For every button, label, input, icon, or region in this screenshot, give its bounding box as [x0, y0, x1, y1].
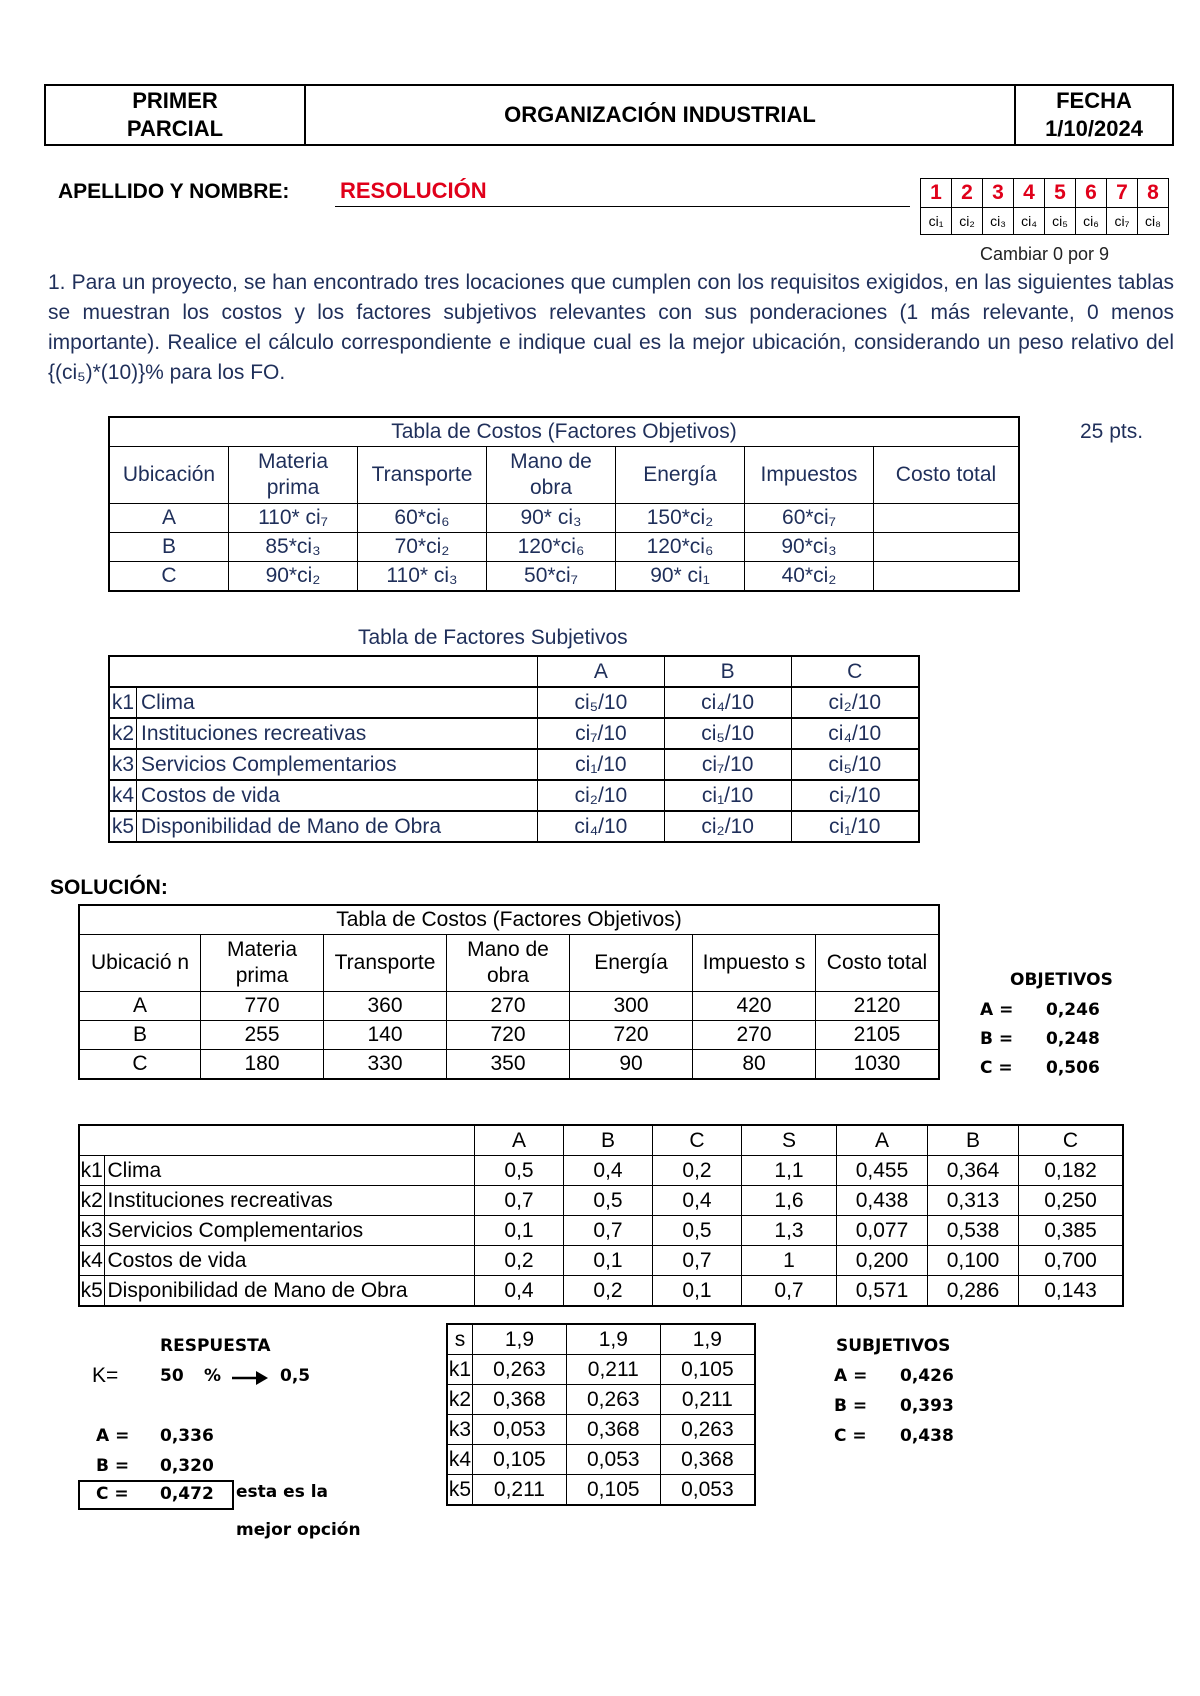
table-row: k5 0,211 0,105 0,053: [447, 1475, 755, 1506]
table-row: k1 Clima ci₅/10 ci₄/10 ci₂/10: [109, 687, 919, 718]
column-header: Impuestos: [745, 447, 874, 504]
table-row: C 90*ci₂ 110* ci₃ 50*ci₇ 90* ci₁ 40*ci₂: [109, 562, 1019, 592]
respuesta-value: 0,336: [160, 1426, 214, 1446]
objetivos-value: 0,506: [1046, 1058, 1100, 1078]
course-title: ORGANIZACIÓN INDUSTRIAL: [305, 85, 1015, 145]
column-header: Materia prima: [229, 447, 358, 504]
table-row: k3 0,053 0,368 0,263: [447, 1415, 755, 1445]
solution-subj-table: [78, 1124, 1124, 1307]
ci-number: 6: [1076, 179, 1107, 208]
table-row: k5 Disponibilidad de Mano de Obra 0,4 0,2 0,1 0,7 0,571 0,286 0,143: [79, 1276, 1123, 1307]
costs-table: [108, 416, 1020, 592]
points-label: 25 pts.: [1080, 420, 1144, 443]
subjetivos-value: 0,426: [900, 1366, 954, 1386]
table-row: k4 Costos de vida 0,2 0,1 0,7 1 0,200 0,100 0,700: [79, 1246, 1123, 1276]
subjetivos-label: A =: [834, 1366, 868, 1386]
table-row: C 180 330 350 90 80 1030: [79, 1050, 939, 1080]
name-label: APELLIDO Y NOMBRE:: [58, 180, 290, 203]
column-header: C: [1019, 1125, 1124, 1156]
best-option-note: mejor opción: [236, 1520, 361, 1540]
objetivos-title: OBJETIVOS: [1010, 970, 1113, 990]
table-row: A 770 360 270 300 420 2120: [79, 992, 939, 1021]
objetivos-value: 0,248: [1046, 1029, 1100, 1049]
ci-label: ci₈: [1138, 208, 1169, 235]
subjetivos-label: B =: [834, 1396, 868, 1416]
name-value: RESOLUCIÓN: [340, 178, 487, 203]
respuesta-label: C =: [96, 1484, 129, 1504]
exam-header: [44, 84, 1174, 146]
ci-number: 1: [921, 179, 952, 208]
solution-costs-table: [78, 904, 940, 1080]
k-label: K=: [92, 1364, 119, 1387]
best-option-note: esta es la: [236, 1482, 329, 1502]
table-row: k3 Servicios Complementarios ci₁/10 ci₇/10 ci₅/10: [109, 749, 919, 780]
objetivos-value: 0,246: [1046, 1000, 1100, 1020]
respuesta-value: 0,472: [160, 1484, 214, 1504]
table-row: k4 Costos de vida ci₂/10 ci₁/10 ci₇/10: [109, 780, 919, 811]
column-header: Materia prima: [201, 935, 324, 992]
costs-table-title: Tabla de Costos (Factores Objetivos): [109, 417, 1019, 447]
column-header: Energía: [616, 447, 745, 504]
subjetivos-value: 0,438: [900, 1426, 954, 1446]
table-row: k2 0,368 0,263 0,211: [447, 1385, 755, 1415]
column-header: A: [837, 1125, 928, 1156]
column-header: B: [928, 1125, 1019, 1156]
table-row: k2 Instituciones recreativas 0,7 0,5 0,4 1,6 0,438 0,313 0,250: [79, 1186, 1123, 1216]
table-row: k1 0,263 0,211 0,105: [447, 1355, 755, 1385]
table-row: k2 Instituciones recreativas ci₇/10 ci₅/10 ci₄/10: [109, 718, 919, 749]
objetivos-label: C =: [980, 1058, 1013, 1078]
solution-heading: SOLUCIÓN:: [50, 876, 168, 899]
ci-number: 5: [1045, 179, 1076, 208]
weights-table: s 1,9 1,9 1,9 k1 0,263 0,211 0,105 k2 0,368 0,263 0,211 k3 0,053 0,368 0,263 k4 0,105 0,053 0,368 k5 0,211 0,105 0,053: [446, 1323, 756, 1506]
k-percent: 50: [160, 1366, 184, 1386]
column-header: A: [475, 1125, 564, 1156]
ci-number: 8: [1138, 179, 1169, 208]
column-header: Transporte: [324, 935, 447, 992]
column-header: Costo total: [874, 447, 1020, 504]
column-header: B: [664, 656, 791, 687]
table-row: A 110* ci₇ 60*ci₆ 90* ci₃ 150*ci₂ 60*ci₇: [109, 504, 1019, 533]
table-row: B 255 140 720 720 270 2105: [79, 1021, 939, 1050]
respuesta-value: 0,320: [160, 1456, 214, 1476]
column-header: Transporte: [358, 447, 487, 504]
percent-sign: %: [204, 1366, 222, 1386]
column-header: S: [742, 1125, 837, 1156]
subj-table-title: Tabla de Factores Subjetivos: [358, 626, 628, 649]
ci-number: 4: [1014, 179, 1045, 208]
objetivos-label: A =: [980, 1000, 1014, 1020]
ci-label: ci₂: [952, 208, 983, 235]
ci-label: ci₄: [1014, 208, 1045, 235]
ci-number: 2: [952, 179, 983, 208]
table-row: B 85*ci₃ 70*ci₂ 120*ci₆ 120*ci₆ 90*ci₃: [109, 533, 1019, 562]
column-header: Impuesto s: [693, 935, 816, 992]
exam-type: PRIMER PARCIAL: [45, 85, 305, 145]
table-row: k3 Servicios Complementarios 0,1 0,7 0,5 1,3 0,077 0,538 0,385: [79, 1216, 1123, 1246]
ci-number: 7: [1107, 179, 1138, 208]
table-row: k1 Clima 0,5 0,4 0,2 1,1 0,455 0,364 0,182: [79, 1156, 1123, 1186]
table-row: k4 0,105 0,053 0,368: [447, 1445, 755, 1475]
ci-label: ci₆: [1076, 208, 1107, 235]
column-header: A: [538, 656, 665, 687]
subjetivos-title: SUBJETIVOS: [836, 1336, 951, 1356]
column-header: C: [653, 1125, 742, 1156]
respuesta-label: A =: [96, 1426, 130, 1446]
subj-table: [108, 655, 920, 843]
arrow-right-icon: [230, 1369, 270, 1387]
column-header: Mano de obra: [487, 447, 616, 504]
ci-label: ci₃: [983, 208, 1014, 235]
column-header: B: [564, 1125, 653, 1156]
respuesta-title: RESPUESTA: [160, 1336, 271, 1356]
k-value: 0,5: [280, 1366, 311, 1386]
objetivos-label: B =: [980, 1029, 1014, 1049]
ci-label: ci₇: [1107, 208, 1138, 235]
ci-note: Cambiar 0 por 9: [980, 244, 1110, 264]
table-row: k5 Disponibilidad de Mano de Obra ci₄/10 ci₂/10 ci₁/10: [109, 811, 919, 842]
ci-number: 3: [983, 179, 1014, 208]
column-header: Costo total: [816, 935, 940, 992]
ci-label: ci₅: [1045, 208, 1076, 235]
column-header: Ubicació n: [79, 935, 201, 992]
column-header: Mano de obra: [447, 935, 570, 992]
column-header: Ubicación: [109, 447, 229, 504]
column-header: Energía: [570, 935, 693, 992]
exam-date: FECHA 1/10/2024: [1015, 85, 1173, 145]
subjetivos-value: 0,393: [900, 1396, 954, 1416]
name-underline: [335, 206, 910, 207]
ci-label: ci₁: [921, 208, 952, 235]
problem-statement: 1. Para un proyecto, se han encontrado tres locaciones que cumplen con los requisitos exigidos, en las siguientes tablas se muestran los costos y los factores subjetivos relevantes con sus ponderaciones (1 más relevante, 0 menos importante). Realice el cálculo correspondiente e indique cual es la mejor ubicación, considerando un peso relativo del {(ci₅)*(10)}% para los FO.: [48, 271, 1174, 384]
solution-costs-title: Tabla de Costos (Factores Objetivos): [79, 905, 939, 935]
subjetivos-label: C =: [834, 1426, 867, 1446]
ci-grid: [920, 178, 1169, 235]
respuesta-label: B =: [96, 1456, 130, 1476]
column-header: C: [791, 656, 919, 687]
